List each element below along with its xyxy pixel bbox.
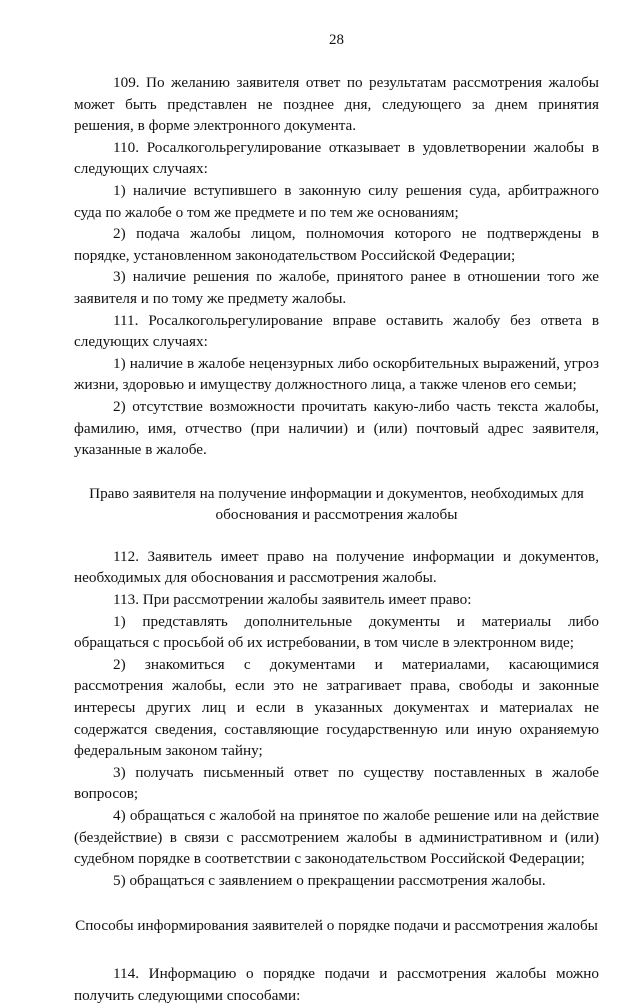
paragraph-113: 113. При рассмотрении жалобы заявитель имеет право: [113, 591, 472, 609]
paragraph-111: 111. Росалкогольрегулирование вправе оставить жалобу без ответа в следующих случаях: [74, 311, 599, 351]
section-information-methods [74, 963, 599, 1006]
paragraph-113-item-5: 5) обращаться с заявлением о прекращении рассмотрения жалобы. [113, 871, 546, 889]
paragraph-110-item-3: 3) наличие решения по жалобе, принятого ранее в отношении того же заявителя и по тому же предмету жалобы. [74, 268, 599, 307]
paragraph-110: 110. Росалкогольрегулирование отказывает в удовлетворении жалобы в следующих случаях: [74, 138, 599, 178]
paragraph-114: 114. Информацию о порядке подачи и рассмотрения жалобы можно получить следующими способами: [74, 964, 599, 1004]
section-complaint-refusal [74, 72, 599, 461]
document-body [74, 72, 599, 1006]
paragraph-112: 112. Заявитель имеет право на получение информации и документов, необходимых для обоснования и рассмотрения жалобы. [74, 547, 599, 587]
section-heading-information-methods: Способы информирования заявителей о порядке подачи и рассмотрения жалобы [75, 917, 598, 935]
paragraph-113-item-4: 4) обращаться с жалобой на принятое по жалобе решение или на действие (бездействие) в связи с рассмотрением жалобы в административном и (или) судебном порядке в соответствии с законодательством Российской Федерации; [74, 807, 599, 868]
paragraph-113-item-1: 1) представлять дополнительные документы и материалы либо обращаться с просьбой об их истребовании, в том числе в электронном виде; [74, 612, 599, 652]
paragraph-113-item-3: 3) получать письменный ответ по существу поставленных в жалобе вопросов; [74, 763, 599, 803]
section-applicant-rights [74, 546, 599, 892]
document-page [74, 0, 599, 1004]
paragraph-110-item-2: 2) подача жалобы лицом, полномочия которого не подтверждены в порядке, установленном законодательством Российской Федерации; [74, 225, 599, 264]
page-number: 28 [329, 32, 344, 48]
paragraph-111-item-1: 1) наличие в жалобе нецензурных либо оскорбительных выражений, угроз жизни, здоровью и имуществу должностного лица, а также членов его семьи; [74, 354, 599, 394]
paragraph-111-item-2: 2) отсутствие возможности прочитать какую-либо часть текста жалобы, фамилию, имя, отчество (при наличии) и (или) почтовый адрес заявителя, указанные в жалобе. [74, 397, 599, 459]
paragraph-110-item-1: 1) наличие вступившего в законную силу решения суда, арбитражного суда по жалобе о том же предмете и по тем же основаниям; [74, 181, 599, 221]
paragraph-109: 109. По желанию заявителя ответ по результатам рассмотрения жалобы может быть представлен не позднее дня, следующего за днем принятия решения, в форме электронного документа. [74, 74, 599, 135]
paragraph-113-item-2: 2) знакомиться с документами и материалами, касающимися рассмотрения жалобы, если это не затрагивает права, свободы и законные интересы других лиц и если в указанных документах и материалах не содержатся сведения, составляющие государственную или иную охраняемую федеральным законом тайну; [74, 655, 599, 760]
section-heading-applicant-rights: Право заявителя на получение информации и документов, необходимых для обоснования и рассмотрения жалобы [89, 484, 584, 524]
